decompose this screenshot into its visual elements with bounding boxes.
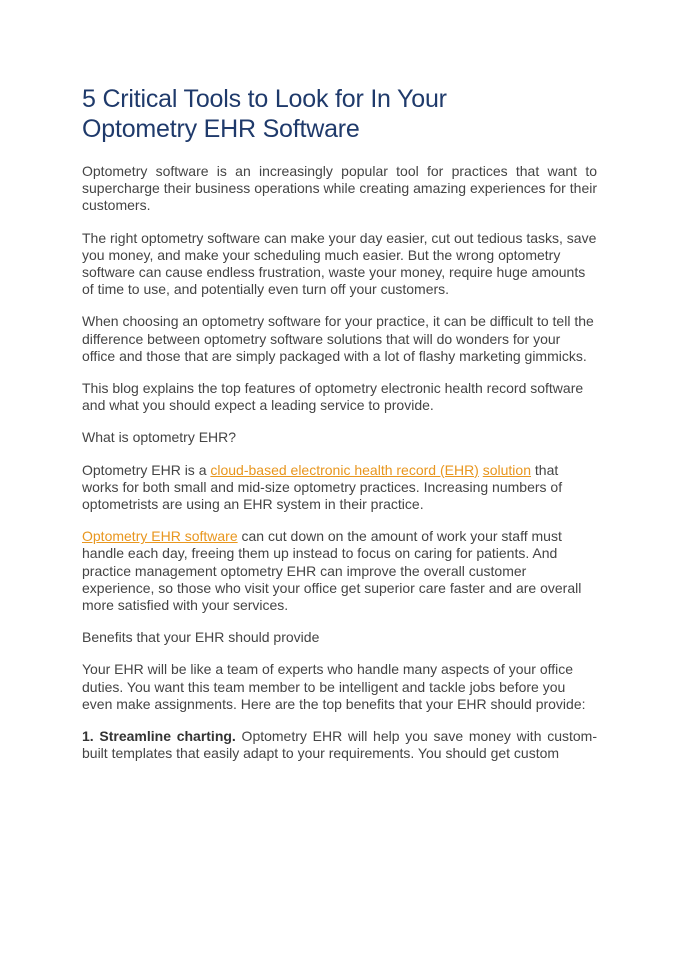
link-optometry-ehr-software[interactable]: Optometry EHR software	[82, 528, 238, 545]
paragraph-ehr-definition	[82, 462, 597, 514]
ehr-definition-prefix: Optometry EHR is a	[82, 461, 211, 478]
list-item-streamline-charting	[82, 728, 597, 762]
paragraph-team-of-experts: Your EHR will be like a team of experts who handle many aspects of your office duties. You want this team member to be intelligent and tackle jobs before you even make assignments. Here are the top benefits that your EHR should provide:	[82, 661, 586, 712]
paragraph-blog-explains: This blog explains the top features of optometry electronic health record software and what you should expect a leading service to provide.	[82, 380, 584, 414]
page-title	[82, 84, 597, 144]
paragraph-choosing-software: When choosing an optometry software for your practice, it can be difficult to tell the difference between optometry software solutions that will do wonders for your office and those that are simply packaged with a lot of flashy marketing gimmicks.	[82, 313, 594, 364]
section-heading-what-is-ehr: What is optometry EHR?	[82, 429, 237, 446]
paragraph-ehr-software	[82, 528, 597, 614]
list-item-label: 1. Streamline charting.	[82, 728, 236, 745]
section-heading-benefits: Benefits that your EHR should provide	[82, 629, 320, 646]
intro-paragraph: Optometry software is an increasingly popular tool for practices that want to supercharge their business operations while creating amazing experiences for their customers.	[82, 163, 597, 214]
ehr-software-text: can cut down on the amount of work your staff must handle each day, freeing them up instead to focus on caring for patients. And practice management optometry EHR can improve the overall customer experience, so those who visit your office get superior care faster and are overall more satisfied with your services.	[82, 528, 582, 614]
title-line-2: Optometry EHR Software	[82, 115, 360, 143]
list-item-text: Optometry EHR will help you save money with custom-built templates that easily adapt to your requirements. You should get custom	[82, 728, 597, 762]
link-solution[interactable]: solution	[482, 461, 531, 478]
link-cloud-based-ehr[interactable]: cloud-based electronic health record (EHR)	[210, 461, 479, 478]
paragraph-right-software: The right optometry software can make your day easier, cut out tedious tasks, save you money, and make your scheduling much easier. But the wrong optometry software can cause endless frustration, waste your money, require huge amounts of time to use, and potentially even turn off your customers.	[82, 229, 597, 298]
ehr-definition-suffix: that works for both small and mid-size optometry practices. Increasing numbers of optometrists are using an EHR system in their practice.	[82, 461, 563, 513]
title-line-1: 5 Critical Tools to Look for In Your	[82, 85, 447, 113]
document-page	[82, 84, 597, 777]
